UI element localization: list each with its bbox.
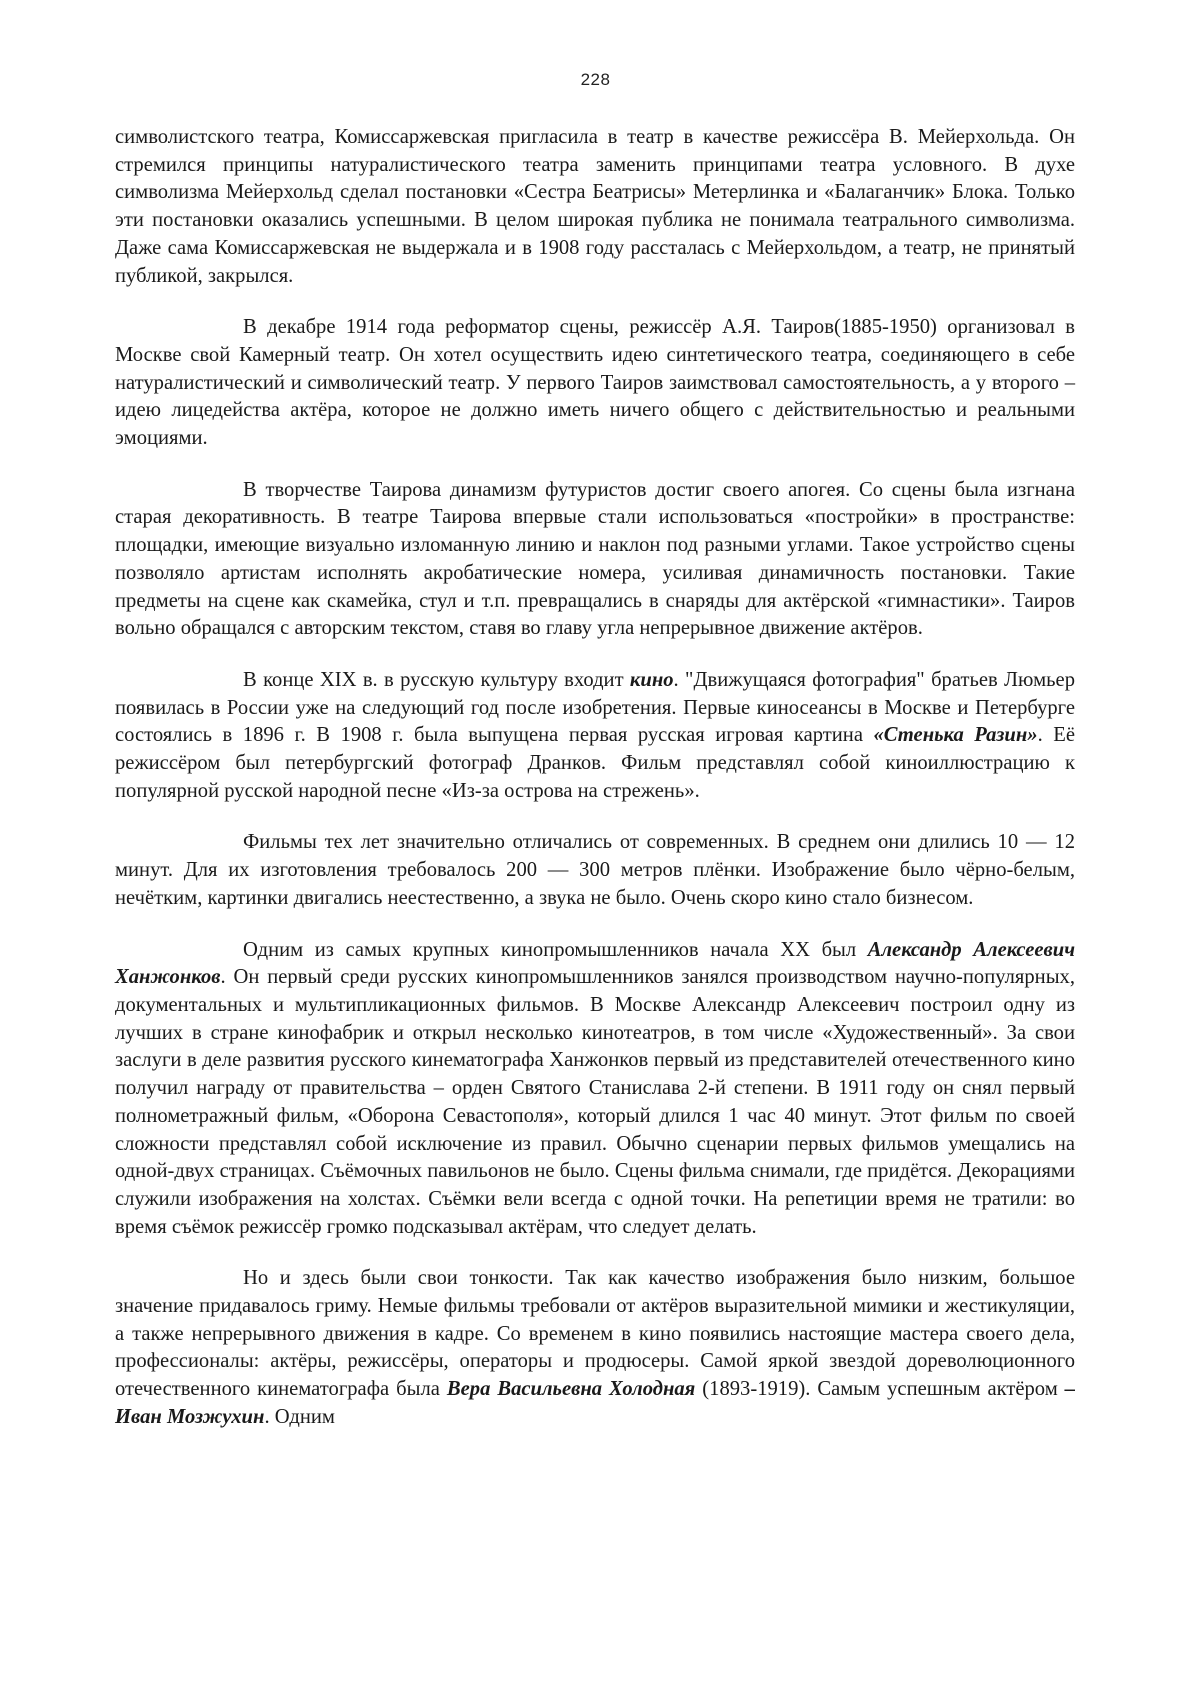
text-segment: В творчестве Таирова динамизм футуристов достиг своего апогея. Со сцены была изгнана старая декоративность. В театре Таирова впервые стали использоваться «постройки» в пространстве: площадки, имеющие визуально изломанную линию и наклон под разными углами. Такое устройство сцены позволяло артистам исполнять акробатические номера, усиливая динамичность постановки. Такие предметы на сцене как скамейка, стул и т.п. превращались в снаряды для актёрской «гимнастики». Таиров вольно обращался с авторским текстом, ставя во главу угла непрерывное движение актёров. <box>115 478 1075 640</box>
text-segment: В декабре 1914 года реформатор сцены, режиссёр А.Я. Таиров(1885-1950) организовал в Москве свой Камерный театр. Он хотел осуществить идею синтетического театра, соединяющего в себе натуралистический и символический театр. У первого Таиров заимствовал самостоятельность, а у второго – идею лицедейства актёра, которое не должно иметь ничего общего с действительностью и реальными эмоциями. <box>115 316 1075 450</box>
text-segment: . Одним <box>264 1405 335 1428</box>
paragraph-1 <box>115 124 1075 290</box>
text-segment: (1893-1919). Самым успешным актёром <box>695 1378 1065 1401</box>
emphasis-person-name: Вера Васильевна Холодная <box>446 1378 696 1401</box>
body-text <box>115 124 1075 1456</box>
text-segment: . "Движущаяся фотография" братьев Люмьер появилась в России уже на следующий год после изобретения. Первые киносеансы в Москве и Петербурге состоялись в 1896 г. В 1908 г. была выпущена первая русская игровая картина <box>115 668 1075 747</box>
paragraph-2 <box>115 314 1075 453</box>
text-segment: . Её режиссёром был петербургский фотограф Дранков. Фильм представлял собой киноиллюстрацию к популярной русской народной песне «Из-за острова на стрежень». <box>115 724 1075 802</box>
page-number: 228 <box>580 70 611 89</box>
paragraph-4 <box>115 667 1075 806</box>
emphasis-film-title: «Стенька Разин» <box>873 724 1038 747</box>
text-segment: Одним из самых крупных кинопромышленников начала XX был <box>243 938 868 961</box>
text-segment: Но и здесь были свои тонкости. Так как качество изображения было низким, большое значение придавалось гриму. Немые фильмы требовали от актёров выразительной мимики и жестикуляции, а также непрерывного движения в кадре. Со временем в кино появились настоящие мастера своего дела, профессионалы: актёры, режиссёры, операторы и продюсеры. Самой яркой звездой дореволюционного отечественного кинематографа была <box>115 1267 1075 1401</box>
text-segment: . Он первый среди русских кинопромышленников занялся производством научно-популярных, документальных и мультипликационных фильмов. В Москве Александр Алексеевич построил одну из лучших в стране кинофабрик и открыл несколько кинотеатров, в том числе «Художественный». За свои заслуги в деле развития русского кинематографа Ханжонков первый из представителей отечественного кино получил награду от правительства – орден Святого Станислава 2-й степени. В 1911 году он снял первый полнометражный фильм, «Оборона Севастополя», который длился 1 час 40 минут. Этот фильм по своей сложности представлял собой исключение из правил. Обычно сценарии первых фильмов умещались на одной-двух страницах. Съёмочных павильонов не было. Сцены фильма снимали, где придётся. Декорациями служили изображения на холстах. Съёмки вели всегда с одной точки. На репетиции время не тратили: во время съёмок режиссёр громко подсказывал актёрам, что следует делать. <box>115 966 1075 1238</box>
paragraph-5 <box>115 829 1075 912</box>
paragraph-3 <box>115 477 1075 643</box>
paragraph-7 <box>115 1265 1075 1431</box>
emphasis-person-name: – Иван Мозжухин <box>115 1378 1076 1428</box>
paragraph-6 <box>115 937 1075 1242</box>
text-segment: Фильмы тех лет значительно отличались от современных. В среднем они длились 10 — 12 минут. Для их изготовления требовалось 200 — 300 метров плёнки. Изображение было чёрно-белым, нечётким, картинки двигались неестественно, а звука не было. Очень скоро кино стало бизнесом. <box>115 831 1075 909</box>
emphasis-term-kino: кино <box>629 668 674 691</box>
text-segment: символистского театра, Комиссаржевская пригласила в театр в качестве режиссёра В. Мейерхольда. Он стремился принципы натуралистического театра заменить принципами театра условного. В духе символизма Мейерхольд сделал постановки «Сестра Беатрисы» Метерлинка и «Балаганчик» Блока. Только эти постановки оказались успешными. В целом широкая публика не понимала театрального символизма. Даже сама Комиссаржевская не выдержала и в 1908 году рассталась с Мейерхольдом, а театр, не принятый публикой, закрылся. <box>115 126 1075 287</box>
emphasis-person-name: Александр Алексеевич Ханжонков <box>115 938 1075 989</box>
text-segment: В конце XIX в. в русскую культуру входит <box>243 668 630 691</box>
